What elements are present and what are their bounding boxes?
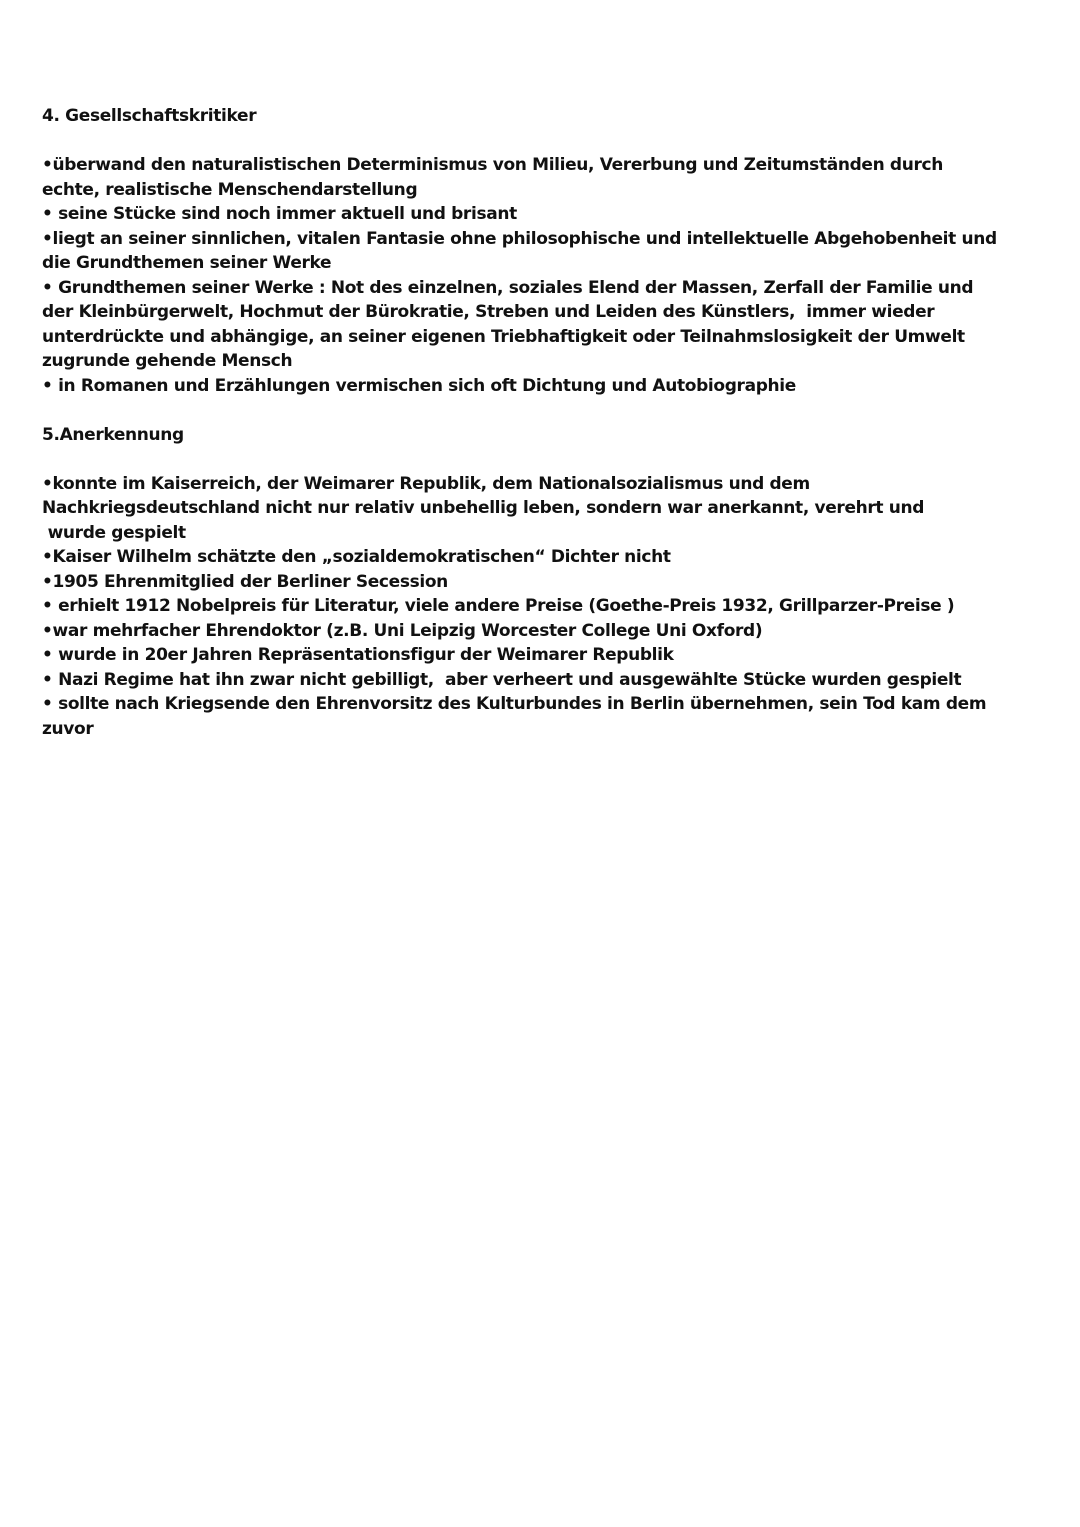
- list-item: • erhielt 1912 Nobelpreis für Literatur, viele andere Preise (Goethe-Preis 1932, Grillparzer-Preise ): [42, 596, 955, 616]
- list-item: • seine Stücke sind noch immer aktuell und brisant: [42, 204, 517, 224]
- list-item: • Grundthemen seiner Werke : Not des einzelnen, soziales Elend der Massen, Zerfall der Familie und der Kleinbürgerwelt, Hochmut der Bürokratie, Streben und Leiden des Künstlers, immer wieder unterdrückte und abhängige, an seiner eigenen Triebhaftigkeit oder Teilnahmslosigkeit der Umwelt zugrunde gehende Mensch: [42, 277, 974, 371]
- list-item: • in Romanen und Erzählungen vermischen sich oft Dichtung und Autobiographie: [42, 375, 796, 396]
- list-item: •konnte im Kaiserreich, der Weimarer Republik, dem Nationalsozialismus und dem Nachkriegsdeutschland nicht nur relativ unbehellig leben, sondern war anerkannt, verehrt und wurde gespielt: [42, 473, 925, 543]
- spacer: [42, 447, 1022, 472]
- list-item: •war mehrfacher Ehrendoktor (z.B. Uni Leipzig Worcester College Uni Oxford): [42, 620, 763, 641]
- document-page: [42, 104, 1022, 741]
- list-item: •1905 Ehrenmitglied der Berliner Secession: [42, 571, 448, 592]
- list-item: • sollte nach Kriegsende den Ehrenvorsitz des Kulturbundes in Berlin übernehmen, sein Tod kam dem zuvor: [42, 694, 987, 739]
- spacer: [42, 129, 1022, 154]
- list-item: •überwand den naturalistischen Determinismus von Milieu, Vererbung und Zeitumständen durch echte, realistische Menschendarstellung: [42, 155, 943, 200]
- section-heading-gesellschaftskritiker: 4. Gesellschaftskritiker: [42, 106, 257, 126]
- bullet-list-gesellschaftskritiker: [42, 153, 1022, 398]
- list-item: • Nazi Regime hat ihn zwar nicht gebilligt, aber verheert und ausgewählte Stücke wurden gespielt: [42, 669, 962, 690]
- list-item: •liegt an seiner sinnlichen, vitalen Fantasie ohne philosophische und intellektuelle Abgehobenheit und die Grundthemen seiner Werke: [42, 228, 997, 273]
- section-heading-anerkennung: 5.Anerkennung: [42, 424, 184, 445]
- bullet-list-anerkennung: [42, 472, 1022, 742]
- list-item: • wurde in 20er Jahren Repräsentationsfigur der Weimarer Republik: [42, 645, 674, 665]
- list-item: •Kaiser Wilhelm schätzte den „sozialdemokratischen“ Dichter nicht: [42, 547, 671, 567]
- spacer: [42, 398, 1022, 423]
